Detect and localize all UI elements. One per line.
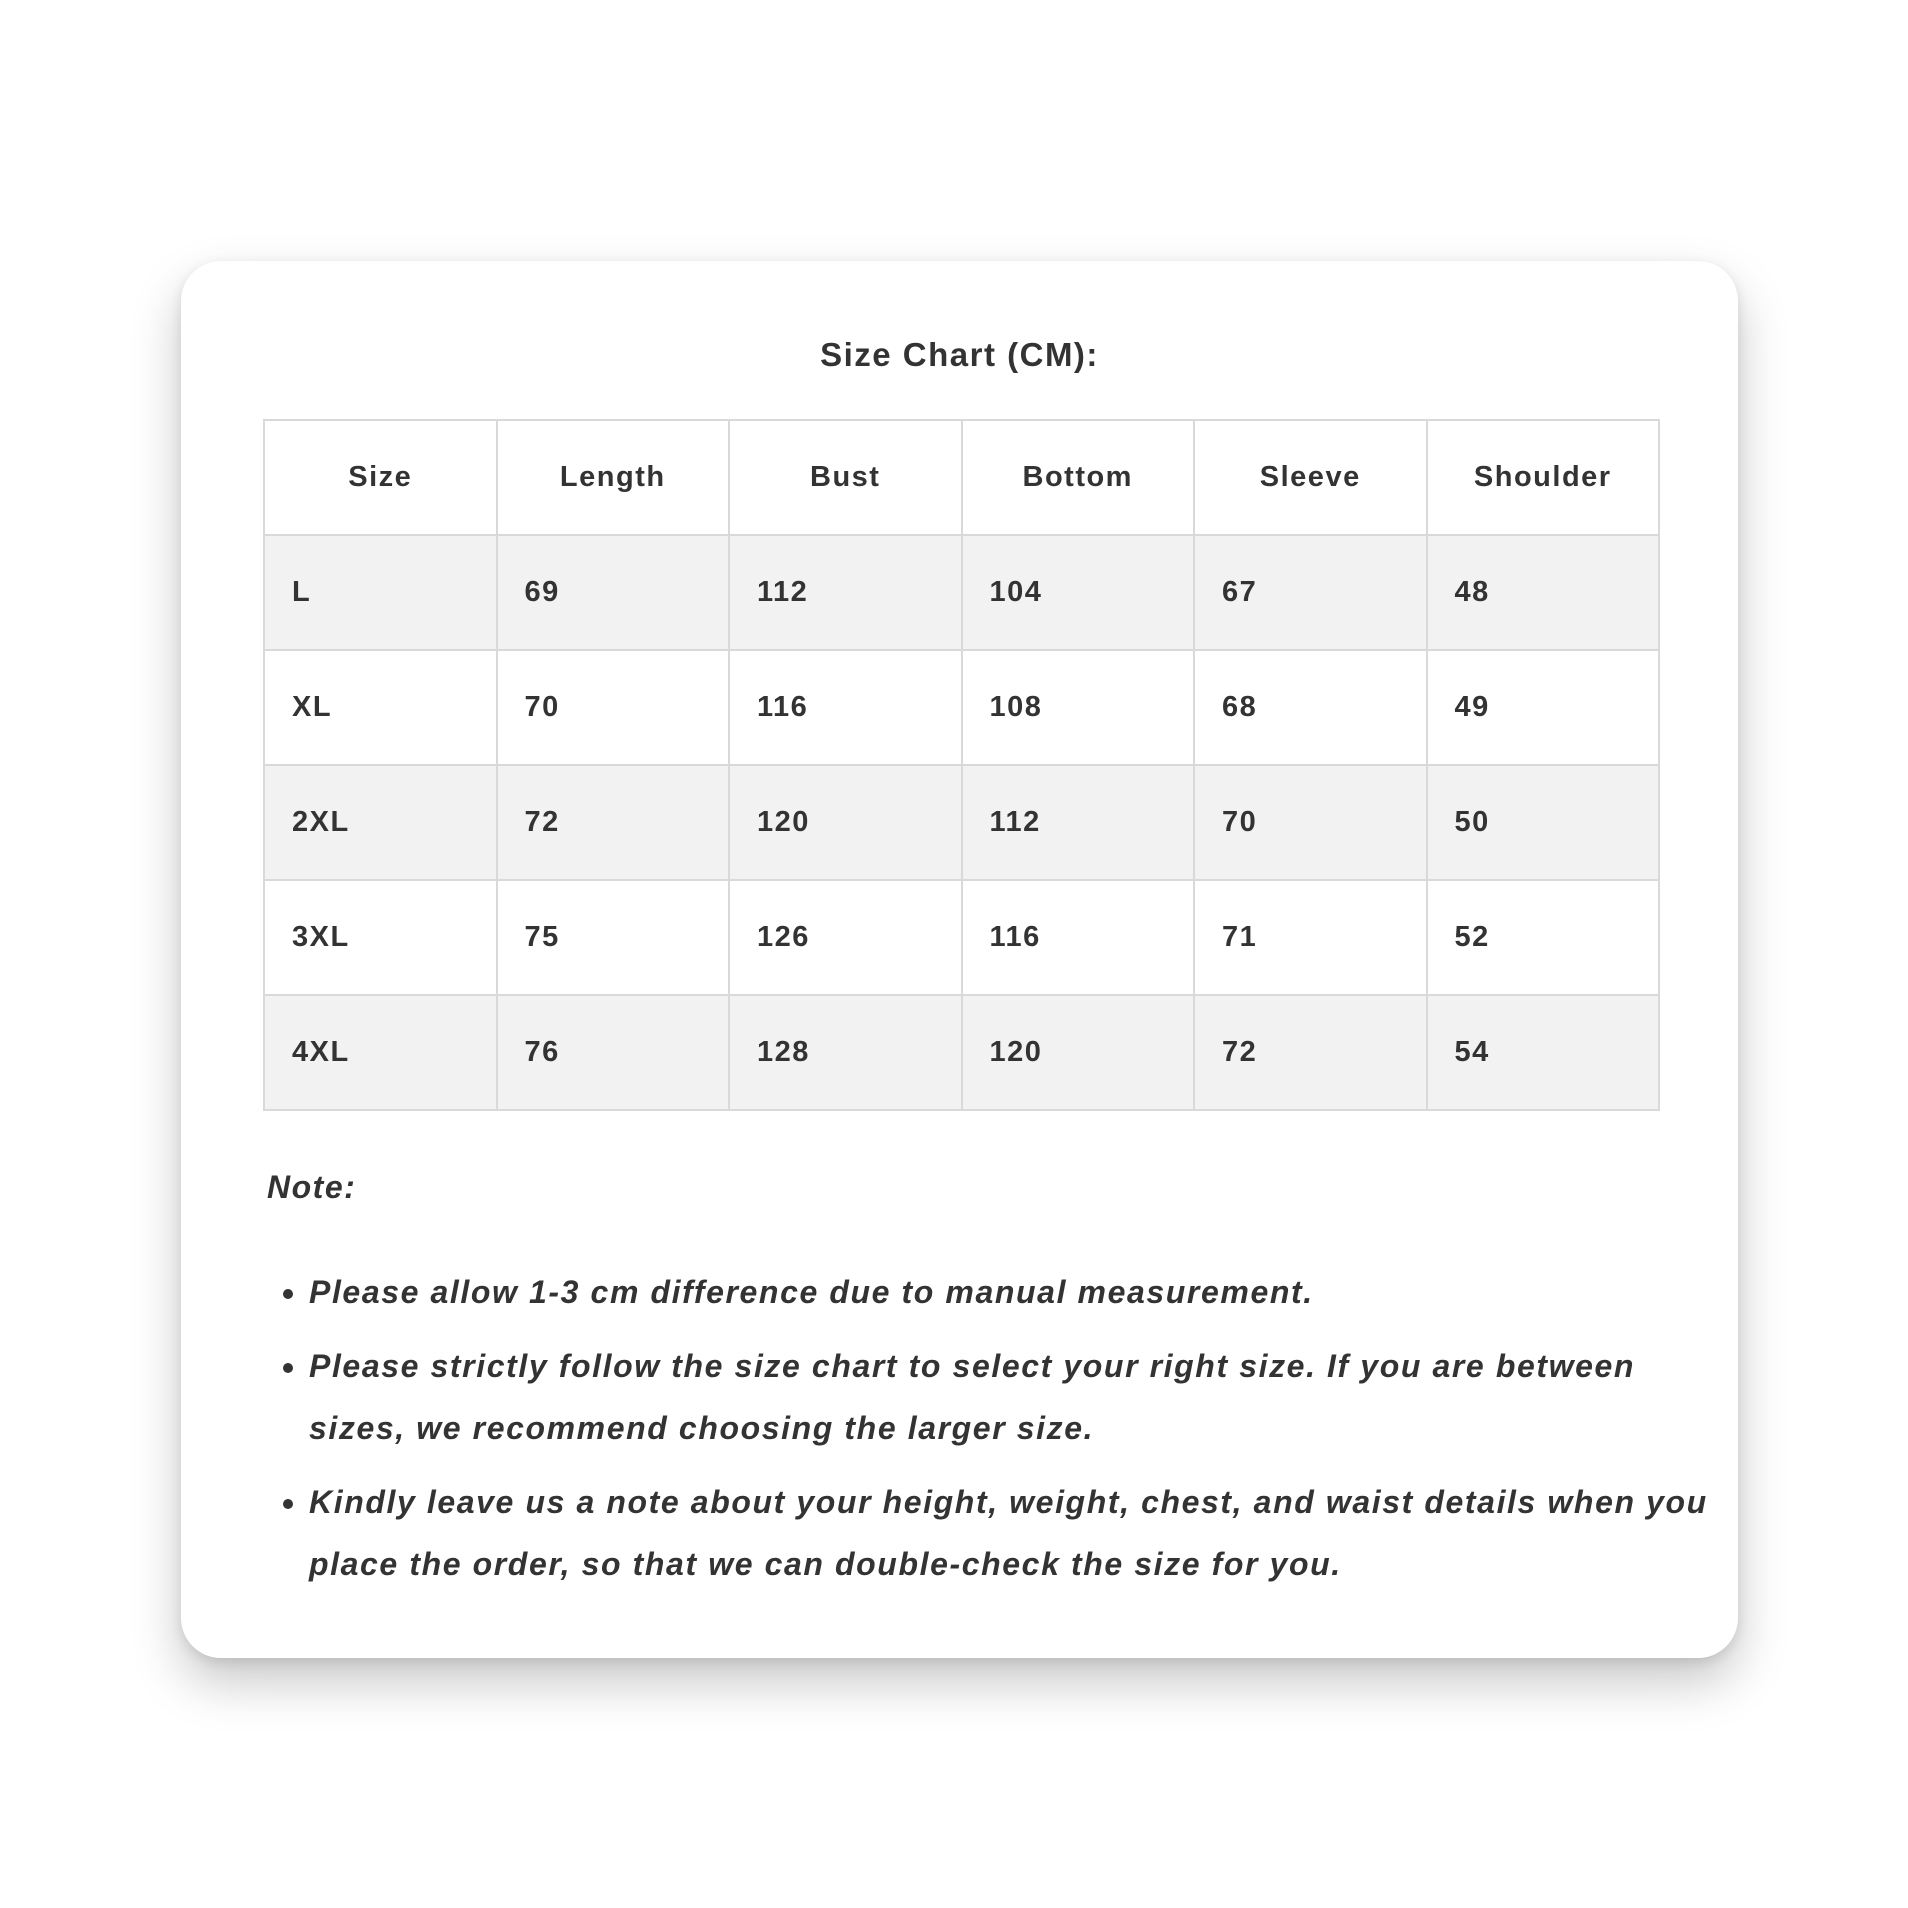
- cell-shoulder: 48: [1427, 535, 1660, 650]
- cell-shoulder: 52: [1427, 880, 1660, 995]
- list-item: • Please strictly follow the size chart to select your right size. If you are between sizes, we recommend choosing the larger size.: [309, 1335, 1729, 1459]
- cell-sleeve: 70: [1194, 765, 1427, 880]
- cell-bottom: 116: [962, 880, 1195, 995]
- cell-length: 69: [497, 535, 730, 650]
- cell-shoulder: 54: [1427, 995, 1660, 1110]
- cell-shoulder: 49: [1427, 650, 1660, 765]
- cell-length: 75: [497, 880, 730, 995]
- cell-bust: 120: [729, 765, 962, 880]
- header-shoulder: Shoulder: [1427, 420, 1660, 535]
- cell-size: 4XL: [264, 995, 497, 1110]
- cell-length: 76: [497, 995, 730, 1110]
- table-row: [264, 535, 1659, 650]
- header-sleeve: Sleeve: [1194, 420, 1427, 535]
- cell-sleeve: 71: [1194, 880, 1427, 995]
- cell-size: L: [264, 535, 497, 650]
- size-chart-title: Size Chart (CM):: [820, 336, 1099, 373]
- notes-list: [267, 1261, 1729, 1607]
- list-item: • Please allow 1-3 cm difference due to manual measurement.: [309, 1261, 1729, 1323]
- cell-bust: 128: [729, 995, 962, 1110]
- cell-bottom: 112: [962, 765, 1195, 880]
- header-length: Length: [497, 420, 730, 535]
- cell-bust: 116: [729, 650, 962, 765]
- header-bust: Bust: [729, 420, 962, 535]
- table-row: [264, 880, 1659, 995]
- size-chart-table: [263, 419, 1660, 1111]
- cell-bottom: 108: [962, 650, 1195, 765]
- cell-bottom: 104: [962, 535, 1195, 650]
- header-size: Size: [264, 420, 497, 535]
- table-row: [264, 765, 1659, 880]
- note-label: Note:: [267, 1169, 357, 1205]
- list-item: • Kindly leave us a note about your height, weight, chest, and waist details when you place the order, so that we can double-check the size for you.: [309, 1471, 1729, 1595]
- cell-size: 3XL: [264, 880, 497, 995]
- cell-bottom: 120: [962, 995, 1195, 1110]
- header-bottom: Bottom: [962, 420, 1195, 535]
- cell-bust: 112: [729, 535, 962, 650]
- cell-length: 70: [497, 650, 730, 765]
- cell-shoulder: 50: [1427, 765, 1660, 880]
- cell-sleeve: 67: [1194, 535, 1427, 650]
- table-row: [264, 995, 1659, 1110]
- cell-sleeve: 68: [1194, 650, 1427, 765]
- cell-size: 2XL: [264, 765, 497, 880]
- cell-bust: 126: [729, 880, 962, 995]
- cell-size: XL: [264, 650, 497, 765]
- size-chart-card: [181, 261, 1738, 1658]
- cell-sleeve: 72: [1194, 995, 1427, 1110]
- table-header-row: [264, 420, 1659, 535]
- cell-length: 72: [497, 765, 730, 880]
- table-row: [264, 650, 1659, 765]
